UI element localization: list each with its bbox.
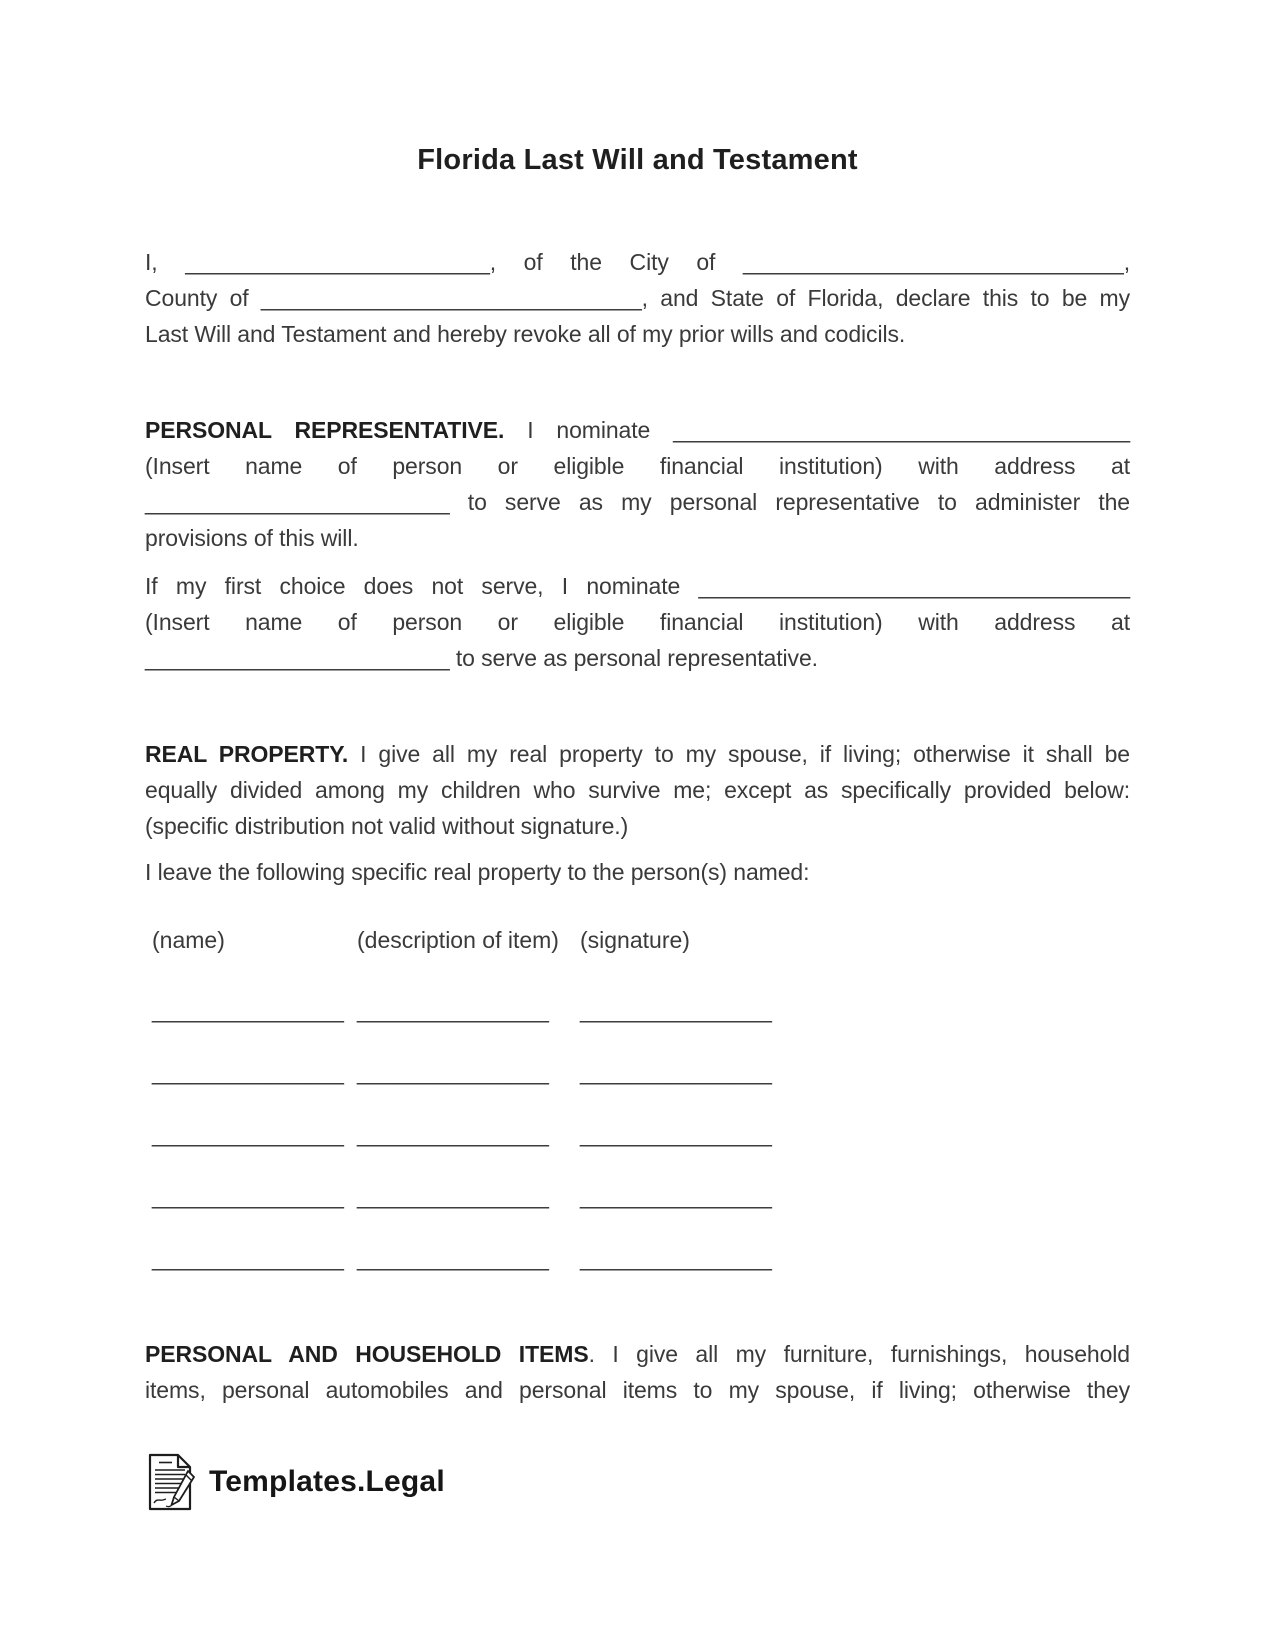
- table-row: [152, 1054, 1130, 1090]
- leave-property-paragraph: [145, 854, 1130, 890]
- household-items-text: . I give all my furniture, furnishings, household: [588, 1341, 1130, 1367]
- signature-blank-line: _______________: [580, 1245, 772, 1271]
- personal-representative-line-1: [145, 412, 1130, 448]
- signature-blank-line: _______________: [580, 997, 772, 1023]
- alternate-representative-line-1: If my first choice does not serve, I nominate __________________________________: [145, 573, 1130, 599]
- real-property-table: [152, 922, 1130, 1276]
- household-items-paragraph: [145, 1336, 1130, 1408]
- table-row: [152, 1178, 1130, 1214]
- table-row: [152, 992, 1130, 1028]
- table-row: [152, 1116, 1130, 1152]
- description-blank-line: _______________: [357, 1245, 549, 1271]
- description-blank-line: _______________: [357, 1059, 549, 1085]
- signature-blank-line: _______________: [580, 1059, 772, 1085]
- column-header-name: (name): [152, 927, 225, 953]
- table-header-row: [152, 922, 1130, 958]
- nominate-text: I nominate ____________________________________: [527, 417, 1130, 443]
- leave-property-line: I leave the following specific real property to the person(s) named:: [145, 859, 810, 885]
- alternate-representative-line-3: ________________________ to serve as personal representative.: [145, 645, 818, 671]
- personal-representative-line-2: (Insert name of person or eligible financial institution) with address at: [145, 453, 1130, 479]
- signature-blank-line: _______________: [580, 1183, 772, 1209]
- household-items-line-2: items, personal automobiles and personal items to my spouse, if living; otherwise they: [145, 1377, 1130, 1403]
- document-pencil-icon: [145, 1452, 195, 1512]
- real-property-text: I give all my real property to my spouse, if living; otherwise it shall be: [360, 741, 1130, 767]
- description-blank-line: _______________: [357, 997, 549, 1023]
- brand-name: Templates.Legal: [209, 1465, 445, 1498]
- description-blank-line: _______________: [357, 1121, 549, 1147]
- personal-representative-line-4: provisions of this will.: [145, 525, 359, 551]
- personal-representative-paragraph-1: [145, 412, 1130, 556]
- household-items-heading: PERSONAL AND HOUSEHOLD ITEMS: [145, 1341, 589, 1367]
- real-property-paragraph: [145, 736, 1130, 844]
- table-row: [152, 1240, 1130, 1276]
- intro-paragraph: [145, 244, 1130, 352]
- alternate-representative-line-2: (Insert name of person or eligible financial institution) with address at: [145, 609, 1130, 635]
- page-title: Florida Last Will and Testament: [417, 144, 858, 176]
- intro-line-1: I, ________________________, of the City of ______________________________,: [145, 249, 1130, 275]
- signature-blank-line: _______________: [580, 1121, 772, 1147]
- personal-representative-paragraph-2: [145, 568, 1130, 676]
- description-blank-line: _______________: [357, 1183, 549, 1209]
- intro-line-3: Last Will and Testament and hereby revoke all of my prior wills and codicils.: [145, 321, 906, 347]
- name-blank-line: _______________: [152, 1183, 344, 1209]
- household-items-line-1: [145, 1336, 1130, 1372]
- name-blank-line: _______________: [152, 1059, 344, 1085]
- real-property-line-2: equally divided among my children who survive me; except as specifically provided below:: [145, 777, 1130, 803]
- personal-representative-heading: PERSONAL REPRESENTATIVE.: [145, 417, 505, 443]
- intro-line-2: County of ______________________________, and State of Florida, declare this to be my: [145, 285, 1130, 311]
- footer-brand: [145, 1452, 1130, 1512]
- name-blank-line: _______________: [152, 1121, 344, 1147]
- real-property-line-3: (specific distribution not valid without signature.): [145, 813, 629, 839]
- column-header-description: (description of item): [357, 927, 559, 953]
- name-blank-line: _______________: [152, 997, 344, 1023]
- column-header-signature: (signature): [580, 927, 690, 953]
- real-property-heading: REAL PROPERTY.: [145, 741, 349, 767]
- personal-representative-line-3: ________________________ to serve as my personal representative to administer the: [145, 489, 1130, 515]
- real-property-line-1: [145, 736, 1130, 772]
- name-blank-line: _______________: [152, 1245, 344, 1271]
